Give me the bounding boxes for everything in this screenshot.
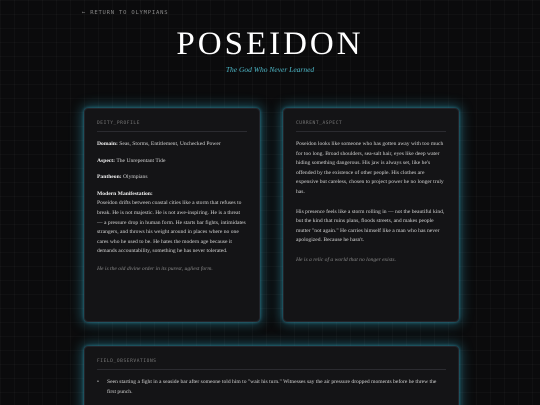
page-subtitle: The God Who Never Learned [225, 65, 315, 74]
field-observations-panel [84, 346, 459, 405]
manifestation-field [97, 190, 247, 257]
aspect-value: The Unrepentant Tide [116, 157, 166, 164]
current-aspect-label: CURRENT_ASPECT [296, 121, 446, 132]
domain-label: Domain: [97, 141, 118, 147]
field-observations-label: FIELD_OBSERVATIONS [97, 359, 446, 370]
current-aspect-quote: He is a relic of a world that no longer exists. [296, 256, 397, 263]
domain-value: Seas, Storms, Entitlement, Unchecked Power [119, 141, 221, 147]
pantheon-label: Pantheon: [97, 174, 122, 181]
deity-profile-panel [84, 108, 260, 322]
observations-list [97, 378, 446, 397]
list-item: • Seen starting a fight in a seaside bar after someone told him to "wait his turn." Witnesses say the air pressure dropped moments before he threw the first punch. [97, 378, 446, 397]
manifestation-label: Modern Manifestation: [97, 190, 153, 197]
pantheon-value: Olympians [122, 174, 148, 181]
aspect-label: Aspect: [97, 157, 116, 164]
deity-profile-label: DEITY_PROFILE [97, 121, 247, 132]
page-title: POSEIDON [176, 26, 364, 62]
return-to-olympians-link[interactable]: ← RETURN TO OLYMPIANS [82, 10, 169, 16]
pantheon-field [97, 173, 247, 183]
aspect-field [97, 157, 247, 167]
current-aspect-paragraph-2: His presence feels like a storm rolling in — not the beautiful kind, but the kind that ruins plans, floods streets, and makes people mutter "not again." He carries himself like a man who has never apologized. Because he hasn't. [296, 208, 445, 244]
deity-profile-quote: He is the old divine order in its purest, ugliest form. [97, 265, 213, 272]
current-aspect-paragraph-1: Poseidon looks like someone who has gotten away with too much for too long. Broad shoulders, sea-salt hair, eyes like deep water hiding something dangerous. His jaw is always set, like he's offended by the existence of other people. His clothes are expensive but careless, chosen to project power he no longer truly has. [296, 141, 444, 195]
domain-field [97, 140, 247, 150]
current-aspect-panel [283, 108, 459, 322]
manifestation-text: Poseidon drifts between coastal cities like a storm that refuses to break. He is not majestic. He is not awe-inspiring. He is a threat — a pressure drop in human form. He starts bar fights, intimidates strangers, and throws his weight around in places where no one cares who he used to be. He hates the modern age because it demands accountability, something he has never tolerated. [97, 200, 246, 255]
